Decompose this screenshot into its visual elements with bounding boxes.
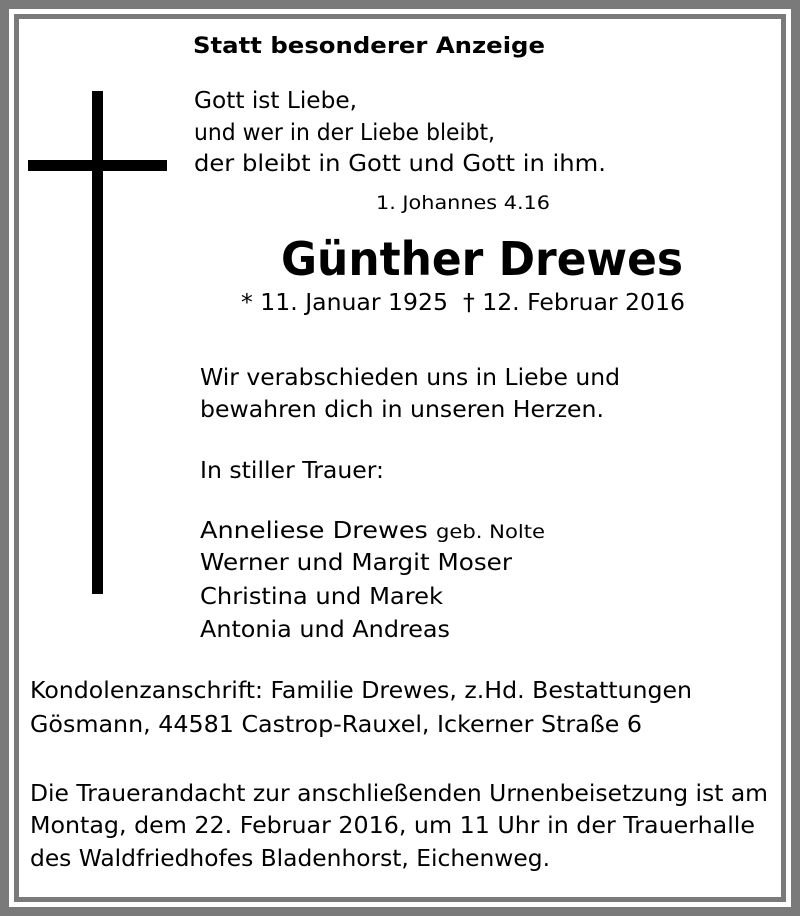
life-dates — [241, 292, 685, 315]
deceased-name: Günther Drewes — [281, 232, 683, 286]
mourner-entry: Christina und Marek — [200, 584, 443, 610]
address-line: Gösmann, 44581 Castrop-Rauxel, Ickerner Straße 6 — [30, 712, 642, 738]
farewell-line: bewahren dich in unseren Herzen. — [200, 397, 604, 423]
service-line: des Waldfriedhofes Bladenhorst, Eichenweg. — [30, 846, 550, 872]
verse-line: der bleibt in Gott und Gott in ihm. — [194, 151, 606, 177]
farewell-line: Wir verabschieden uns in Liebe und — [200, 365, 620, 391]
address-line: Kondolenzanschrift: Familie Drewes, z.Hd. Bestattungen — [30, 678, 692, 704]
mourner-entry: Werner und Margit Moser — [200, 550, 512, 576]
notice-header: Statt besonderer Anzeige — [193, 34, 545, 59]
mourner-entry: Antonia und Andreas — [200, 617, 450, 643]
verse-line: und wer in der Liebe bleibt, — [194, 120, 495, 146]
verse-reference: 1. Johannes 4.16 — [376, 192, 550, 214]
service-line: Die Trauerandacht zur anschließenden Urnenbeisetzung ist am — [30, 781, 769, 807]
cross-horizontal-bar — [28, 160, 167, 171]
birth-date: 11. Januar 1925 — [260, 290, 448, 316]
death-date: 12. Februar 2016 — [482, 290, 685, 316]
inner-frame — [14, 14, 786, 902]
mourners-intro: In stiller Trauer: — [200, 458, 384, 484]
mourner-name: Anneliese Drewes — [200, 518, 428, 544]
verse-line: Gott ist Liebe, — [194, 88, 357, 114]
mourner-entry — [200, 520, 545, 543]
death-dagger-icon: † — [462, 290, 475, 316]
service-line: Montag, dem 22. Februar 2016, um 11 Uhr in der Trauerhalle — [30, 813, 755, 839]
maiden-name: geb. Nolte — [435, 521, 545, 543]
birth-star-icon: * — [241, 290, 253, 316]
